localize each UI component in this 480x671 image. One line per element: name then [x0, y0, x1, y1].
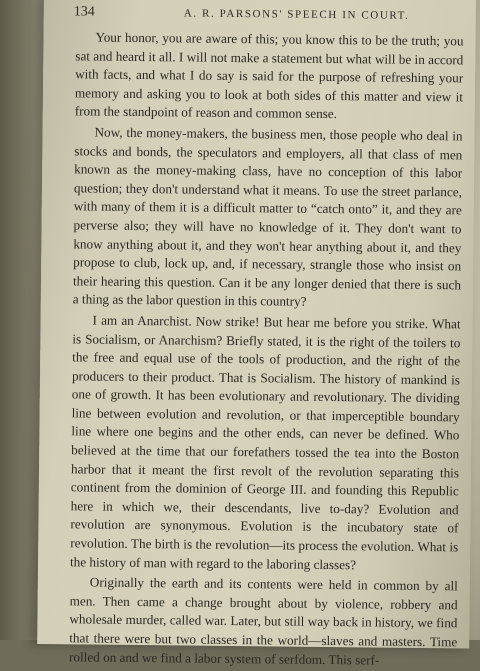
- page-header: [74, 4, 456, 26]
- paragraph: I am an Anarchist. Now strike! But hear me before you strike. What is Socialism, or Anarchism? Briefly stated, it is the right of the toilers to the free and equal use of the tools of production, and the right of the producers to their product. That is Socialism. The history of mankind is one of growth. It has been evolutionary and revolutionary. The dividing line between evolution and revolution, or that imperceptible boundary line where one begins and the other ends, can never be defined. Who believed at the time that our forefathers tossed the tea into the Boston harbor that it meant the first revolt of the revolution separating this continent from the dominion of George III. and founding this Republic here in which we, their descendants, live to-day? Evolution and revolution are synonymous. Evolution is the incubatory state of revolution. The birth is the revolution—its process the evolution. What is the history of man with regard to the laboring classes?: [69, 312, 461, 572]
- paragraph: Originally the earth and its contents were held in common by all men. Then came a change brought about by violence, robbery and wholesale murder, called war. Later, but still way back in history, we find that there were but two classes in the world—slaves and masters. Time rolled on and we find a labor system of serfdom. This serf-: [68, 574, 458, 668]
- paragraph: Your honor, you are aware of this; you know this to be the truth; you sat and heard it all. I will not make a statement but what will be in accord with facts, and what I do say is said for the purpose of refreshing your memory and asking you to look at both sides of this matter and view it from the standpoint of reason and common sense.: [74, 29, 464, 122]
- page-number: 134: [73, 4, 95, 20]
- paragraph: Now, the money-makers, the business men, those people who deal in stocks and bonds, the speculators and employers, all that class of men known as the money-making class, have no conception of this labor question; they don't understand what it means. To use the street parlance, with many of them it is a difficult matter to “catch onto” it, and they are perverse also; they will have no knowledge of it. They don't want to know anything about it, and they won't hear anything about it, and they propose to club, lock up, and, if necessary, strangle those who insist on their hearing this question. Can it be any longer denied that there is such a thing as the labor question in this country?: [72, 124, 463, 310]
- running-head: A. R. PARSONS' SPEECH IN COURT.: [183, 7, 410, 22]
- body-text: [69, 28, 464, 670]
- book-page: [37, 0, 476, 668]
